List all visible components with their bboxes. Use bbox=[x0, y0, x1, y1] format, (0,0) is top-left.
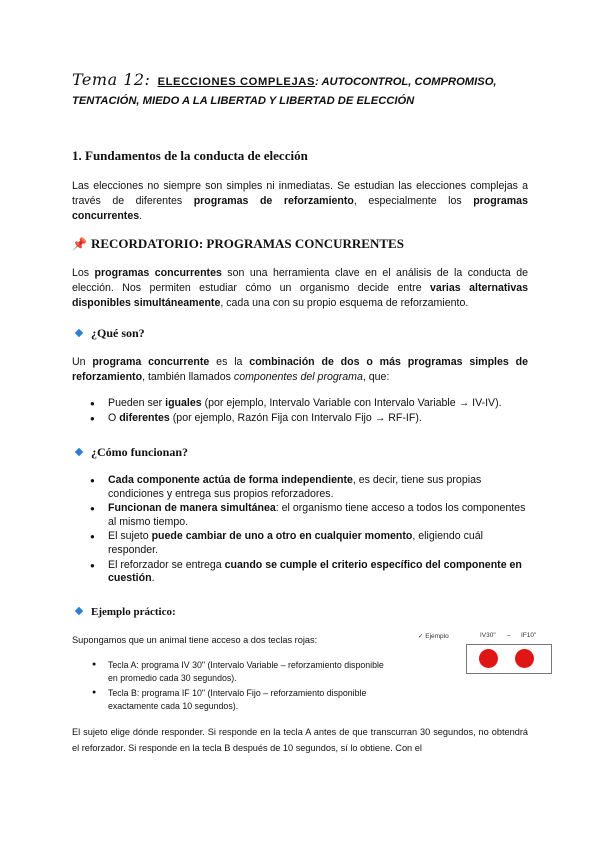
text-run: Las elecciones no siempre son simples ni inmediatas. Se estudian las elecciones complejas a través de diferentes bbox=[72, 180, 528, 208]
como-funcionan-list bbox=[90, 474, 530, 587]
text-run: , que: bbox=[362, 371, 390, 384]
text-run: . bbox=[139, 210, 143, 223]
text-run: , especialmente los bbox=[353, 195, 474, 208]
list-item: ● Pueden ser iguales (por ejemplo, Intervalo Variable con Intervalo Variable → IV-IV). bbox=[90, 397, 530, 411]
section-1-paragraph bbox=[72, 179, 528, 225]
que-son-paragraph bbox=[72, 355, 528, 385]
red-key-b bbox=[515, 649, 534, 668]
diamond-bullet-icon bbox=[75, 448, 83, 456]
title-rest-2: TENTACIÓN, MIEDO A LA LIBERTAD Y LIBERTAD DE ELECCIÓN bbox=[72, 95, 415, 107]
bold-run: programas concurrentes bbox=[94, 267, 222, 279]
bold-run: combinación de dos o más programas simples de reforzamiento bbox=[72, 356, 528, 384]
como-funcionan-heading bbox=[72, 445, 188, 460]
bold-run: programa concurrente bbox=[92, 356, 210, 368]
text-run: Los bbox=[72, 267, 95, 279]
title-rest-1: : AUTOCONTROL, COMPROMISO, bbox=[315, 76, 497, 88]
diamond-bullet-icon bbox=[75, 607, 83, 615]
list-item: ● Tecla B: programa IF 10" (Intervalo Fijo – reforzamiento disponible exactamente cada 10 segundos). bbox=[92, 687, 392, 712]
bold-run: programas de reforzamiento bbox=[193, 195, 354, 208]
list-item: ● El reforzador se entrega cuando se cumple el criterio específico del componente en cuestión. bbox=[90, 559, 530, 586]
ejemplo-intro: Supongamos que un animal tiene acceso a dos teclas rojas: bbox=[72, 635, 318, 645]
list-item: ● Funcionan de manera simultánea: el organismo tiene acceso a todos los componentes al mismo tiempo. bbox=[90, 502, 530, 529]
figure-label-iv30: IV30" bbox=[480, 632, 496, 639]
figure-label-ejemplo: ✓ Ejemplo bbox=[418, 633, 449, 640]
section-1-heading: 1. Fundamentos de la conducta de elección bbox=[72, 148, 308, 163]
text-run: Un bbox=[72, 356, 93, 368]
red-key-a bbox=[479, 649, 498, 668]
text-run: son una herramienta clave en el análisis de la conducta de elección. Nos permiten estudiar cómo un organismo decide entre bbox=[72, 267, 528, 295]
que-son-list bbox=[90, 397, 530, 426]
key-panel bbox=[466, 644, 552, 674]
ejemplo-list bbox=[92, 659, 392, 715]
diamond-bullet-icon bbox=[75, 329, 83, 337]
title-underlined: ELECCIONES COMPLEJAS bbox=[157, 76, 316, 88]
list-item: ● Cada componente actúa de forma independiente, es decir, tiene sus propias condiciones y entrega sus propios reforzadores. bbox=[90, 474, 530, 501]
figure-label-dash: – bbox=[507, 632, 511, 639]
text-run: , cada una con su propio esquema de reforzamiento. bbox=[220, 297, 469, 310]
que-son-heading bbox=[72, 326, 145, 341]
ejemplo-heading bbox=[72, 606, 176, 618]
bold-run: programas concurrentes bbox=[72, 195, 528, 223]
text-run: , también llamados bbox=[142, 371, 234, 384]
list-item: ● O diferentes (por ejemplo, Razón Fija con Intervalo Fijo → RF-IF). bbox=[90, 412, 530, 426]
recordatorio-paragraph bbox=[72, 266, 528, 312]
ejemplo-closing-paragraph: El sujeto elige dónde responder. Si responde en la tecla A antes de que transcurran 30 segundos, no obtendrá el reforzador. Si responde en la tecla B después de 10 segundos, sí lo obtiene. Con el bbox=[72, 727, 528, 753]
list-item: ● El sujeto puede cambiar de uno a otro en cualquier momento, eligiendo cuál responder. bbox=[90, 530, 530, 557]
text-run: es la bbox=[209, 356, 250, 368]
italic-run: componentes del programa bbox=[233, 371, 363, 384]
bold-run: varias alternativas disponibles simultáneamente bbox=[72, 282, 528, 310]
page-title bbox=[72, 70, 542, 111]
pushpin-icon: 📌 bbox=[72, 237, 87, 251]
two-keys-figure bbox=[418, 632, 550, 672]
que-son-heading-text: ¿Qué son? bbox=[91, 326, 145, 340]
recordatorio-heading-text: RECORDATORIO: PROGRAMAS CONCURRENTES bbox=[90, 236, 404, 251]
ejemplo-heading-text: Ejemplo práctico: bbox=[91, 606, 176, 618]
figure-label-if10: IF10" bbox=[521, 632, 537, 639]
list-item: ● Tecla A: programa IV 30" (Intervalo Variable – reforzamiento disponible en promedio cada 30 segundos). bbox=[92, 659, 392, 684]
tema-label: Tema 12: bbox=[72, 70, 151, 89]
como-funcionan-heading-text: ¿Cómo funcionan? bbox=[91, 445, 189, 459]
recordatorio-heading bbox=[72, 236, 404, 252]
